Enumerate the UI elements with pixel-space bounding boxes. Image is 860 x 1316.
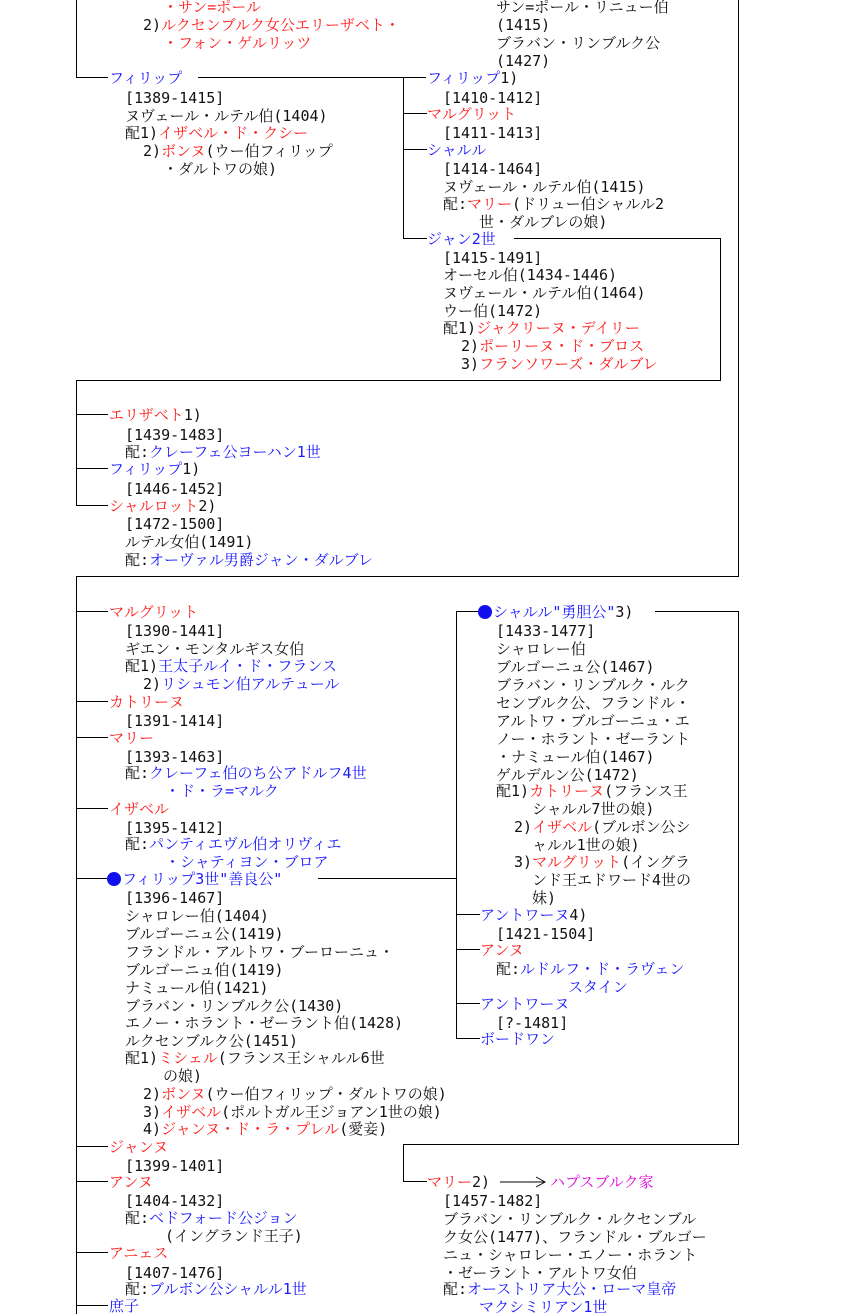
tree-line bbox=[403, 149, 427, 150]
person-title: ヌヴェール・ルテル伯(1415) bbox=[443, 178, 646, 196]
tree-line bbox=[456, 949, 480, 950]
spouse-name[interactable]: クレーフェ伯のち公アドルフ4世 bbox=[149, 764, 367, 782]
person-name[interactable]: マリー bbox=[109, 729, 155, 747]
spouse-name[interactable]: リシュモン伯アルテュール bbox=[161, 675, 340, 693]
tree-line bbox=[76, 1146, 108, 1147]
person-title: ウー伯(1472) bbox=[443, 302, 543, 320]
spouse-note: ンド王エドワード4世の bbox=[532, 871, 692, 889]
person-years: [1399-1401] bbox=[125, 1157, 225, 1175]
person-name[interactable]: アンヌ bbox=[109, 1173, 153, 1191]
spouse-name[interactable]: ベドフォード公ジョン bbox=[149, 1209, 298, 1227]
person-name[interactable]: マルグリット bbox=[427, 105, 517, 123]
spouse-name[interactable]: ミシェル bbox=[158, 1049, 218, 1067]
person-title: ブルゴーニュ伯(1419) bbox=[125, 961, 284, 979]
person-title: ・ゼーラント・アルトワ女伯 bbox=[443, 1264, 637, 1282]
spouse-name[interactable]: ブルボン公シャルル1世 bbox=[149, 1280, 307, 1298]
person-years: [1407-1476] bbox=[125, 1264, 225, 1282]
spouse-note: (イングランド王子) bbox=[165, 1227, 303, 1245]
spouse-name[interactable]: ジャンヌ・ド・ラ・プレル bbox=[161, 1120, 340, 1138]
tree-line bbox=[76, 878, 108, 879]
spouse-name[interactable]: オーストリア大公・ローマ皇帝 bbox=[467, 1280, 677, 1298]
tree-line bbox=[76, 380, 77, 506]
spouse-name[interactable]: カトリーヌ bbox=[529, 782, 605, 800]
tree-line bbox=[456, 611, 457, 1039]
spouse-line: 配:クレーフェ公ヨーハン1世 bbox=[125, 443, 321, 461]
spouse-line: 配:マリー(ドリュー伯シャルル2 bbox=[443, 195, 664, 213]
spouse-line: 2)リシュモン伯アルテュール bbox=[143, 675, 340, 693]
spouse-note: 妹) bbox=[532, 889, 557, 907]
person-title: ナミュール伯(1421) bbox=[125, 979, 269, 997]
person-name[interactable]: マルグリット bbox=[109, 603, 199, 621]
tree-line bbox=[76, 576, 739, 577]
child-entry: フィリップ1) bbox=[109, 460, 201, 478]
spouse-line: 3)マルグリット(イングラ bbox=[514, 853, 690, 871]
person-years: [1421-1504] bbox=[496, 925, 596, 943]
spouse-line: 配1)王太子ルイ・ド・フランス bbox=[125, 657, 337, 675]
person-title: エノー・ホラント・ゼーラント伯(1428) bbox=[125, 1014, 404, 1032]
person-name[interactable]: カトリーヌ bbox=[109, 693, 185, 711]
person-title: ブラバン・リンブルク・ルクセンブル bbox=[443, 1210, 697, 1228]
spouse-line: 2)ボンヌ(ウー伯フィリップ・ダルトワの娘) bbox=[143, 1085, 447, 1103]
top-right-line0: サン=ポール・リニュー伯 bbox=[496, 0, 669, 16]
bullet-icon bbox=[107, 872, 121, 886]
spouse-note: の娘) bbox=[163, 1067, 203, 1085]
child-entry: マリー2) bbox=[427, 1173, 491, 1191]
spouse-line: 配1)イザベル・ド・クシー bbox=[125, 124, 309, 142]
spouse-name[interactable]: イザベル bbox=[532, 818, 593, 836]
person-name[interactable]: イザベル bbox=[109, 800, 170, 818]
person-years: [1439-1483] bbox=[125, 426, 225, 444]
child-entry: アントワーヌ4) bbox=[480, 906, 588, 924]
tree-line bbox=[456, 914, 480, 915]
person-name[interactable]: 庶子 bbox=[109, 1297, 140, 1315]
person-title: アルトワ・ブルゴーニュ・エ bbox=[496, 712, 690, 730]
person-years: [1396-1467] bbox=[125, 889, 225, 907]
person-title: ブルゴーニュ公(1467) bbox=[496, 658, 655, 676]
spouse-name-cont: ・ド・ラ=マルク bbox=[165, 782, 279, 800]
spouse-name[interactable]: イザベル bbox=[161, 1103, 222, 1121]
spouse-note: ャルル1世の娘) bbox=[532, 836, 640, 854]
person-title: ヌヴェール・ルテル伯(1404) bbox=[125, 107, 328, 125]
top-right-line3: (1427) bbox=[496, 52, 551, 70]
person-name[interactable]: フィリップ bbox=[109, 460, 183, 478]
person-name[interactable]: ジャン2世 bbox=[427, 230, 496, 248]
spouse-name[interactable]: パンティエヴル伯オリヴィエ bbox=[149, 835, 342, 853]
person-years: [1411-1413] bbox=[443, 124, 543, 142]
person-years: [1410-1412] bbox=[443, 89, 543, 107]
spouse-line: 配:パンティエヴル伯オリヴィエ bbox=[125, 835, 342, 853]
child-entry: フィリップ1) bbox=[427, 69, 519, 87]
arrow-icon bbox=[500, 1176, 548, 1188]
person-title: ギエン・モンタルギス女伯 bbox=[125, 640, 305, 658]
tree-line bbox=[76, 380, 721, 381]
person-years: [1472-1500] bbox=[125, 515, 225, 533]
top-left-line2: ・フォン・ゲルリッツ bbox=[163, 34, 312, 52]
spouse-name[interactable]: クレーフェ公ヨーハン1世 bbox=[149, 443, 321, 461]
spouse-name[interactable]: ボンヌ bbox=[161, 1085, 206, 1103]
bullet-icon bbox=[478, 605, 492, 619]
tree-line bbox=[76, 701, 108, 702]
spouse-line: 配1)ジャクリーヌ・デイリー bbox=[443, 319, 640, 337]
person-years: [1395-1412] bbox=[125, 819, 225, 837]
person-name[interactable]: アントワーヌ bbox=[480, 995, 570, 1013]
spouse-name[interactable]: マリー bbox=[467, 195, 513, 213]
person-years: [1457-1482] bbox=[443, 1192, 543, 1210]
person-years: [1404-1432] bbox=[125, 1192, 225, 1210]
person-title: ク女公(1477)、フランドル・ブルゴー bbox=[443, 1228, 707, 1246]
tree-line bbox=[318, 878, 456, 879]
person-name[interactable]: シャルロット bbox=[109, 497, 199, 515]
person-title: オーセル伯(1434-1446) bbox=[443, 266, 618, 284]
spouse-line: 3)フランソワーズ・ダルブレ bbox=[461, 355, 658, 373]
spouse-name[interactable]: イザベル・ド・クシー bbox=[158, 124, 309, 142]
tree-line bbox=[76, 808, 108, 809]
spouse-name[interactable]: ジャクリーヌ・デイリー bbox=[476, 319, 640, 337]
person-title: ブラバン・リンブルク・ルク bbox=[496, 676, 690, 694]
tree-line bbox=[403, 113, 427, 114]
tree-line bbox=[76, 505, 108, 506]
spouse-line: 配:オーストリア大公・ローマ皇帝 bbox=[443, 1280, 677, 1298]
spouse-line: 配1)ミシェル(フランス王シャルル6世 bbox=[125, 1049, 385, 1067]
person-years: [1391-1414] bbox=[125, 712, 225, 730]
spouse-name[interactable]: マルグリット bbox=[532, 853, 622, 871]
spouse-name[interactable]: ボンヌ bbox=[161, 142, 206, 160]
person-name[interactable]: フィリップ bbox=[109, 69, 183, 87]
tree-line bbox=[403, 1144, 739, 1145]
person-title: ニュ・シャロレー・エノー・ホラント bbox=[443, 1246, 698, 1264]
person-title: ノー・ホラント・ゼーラント bbox=[496, 730, 690, 748]
person-name[interactable]: エリザベト bbox=[109, 406, 184, 424]
child-entry: シャルロット2) bbox=[109, 497, 217, 515]
person-title: センブルク公、フランドル・ bbox=[496, 694, 691, 712]
tree-line bbox=[76, 0, 77, 78]
person-years: [1414-1464] bbox=[443, 160, 543, 178]
person-title: フランドル・アルトワ・ブーローニュ・ bbox=[125, 943, 394, 961]
person-years: [1415-1491] bbox=[443, 249, 543, 267]
spouse-name-cont: マクシミリアン1世 bbox=[479, 1298, 608, 1316]
tree-line bbox=[514, 238, 720, 239]
spouse-line: 配:ルドルフ・ド・ラヴェン bbox=[496, 960, 685, 978]
tree-line bbox=[403, 1144, 404, 1182]
spouse-name[interactable]: ルドルフ・ド・ラヴェン bbox=[520, 960, 685, 978]
top-left-line0: ・サン=ポール bbox=[163, 0, 261, 16]
spouse-name[interactable]: ポーリーヌ・ド・ブロス bbox=[479, 337, 645, 355]
house-link[interactable]: ハプスブルク家 bbox=[550, 1173, 654, 1191]
spouse-prefix: 2) bbox=[143, 16, 162, 34]
person-title: ヌヴェール・ルテル伯(1464) bbox=[443, 284, 646, 302]
spouse-name-cont: スタイン bbox=[568, 978, 628, 996]
tree-line bbox=[76, 468, 108, 469]
tree-line bbox=[76, 1252, 108, 1253]
spouse-name[interactable]: フランソワーズ・ダルブレ bbox=[479, 355, 658, 373]
person-name[interactable]: フィリップ bbox=[427, 69, 501, 87]
spouse-note: ・ダルトワの娘) bbox=[163, 160, 278, 178]
person-title: シャロレー伯 bbox=[496, 640, 586, 658]
tree-line bbox=[738, 611, 739, 1145]
person-years: [1433-1477] bbox=[496, 622, 596, 640]
spouse-name: ルクセンブルク女公エリーザベト・ bbox=[161, 16, 400, 34]
tree-line bbox=[76, 1181, 108, 1182]
person-name[interactable]: アンヌ bbox=[480, 941, 524, 959]
person-years: [?-1481] bbox=[496, 1014, 569, 1032]
spouse-note: シャルル7世の娘) bbox=[532, 800, 655, 818]
person-name[interactable]: マリー bbox=[427, 1173, 473, 1191]
person-years: [1389-1415] bbox=[125, 89, 225, 107]
top-left-line1 bbox=[143, 16, 400, 34]
child-entry: エリザベト1) bbox=[109, 406, 202, 424]
person-title: ゲルデルン公(1472) bbox=[496, 766, 639, 784]
tree-line bbox=[456, 1038, 480, 1039]
spouse-line: 配1)カトリーヌ(フランス王 bbox=[496, 782, 688, 800]
tree-line bbox=[76, 1305, 108, 1306]
person-title: シャロレー伯(1404) bbox=[125, 907, 269, 925]
spouse-line: 配:クレーフェ伯のち公アドルフ4世 bbox=[125, 764, 367, 782]
tree-line bbox=[456, 611, 480, 612]
tree-line bbox=[720, 238, 721, 381]
person-years: [1393-1463] bbox=[125, 748, 225, 766]
tree-line bbox=[76, 576, 77, 1314]
spouse-name[interactable]: 王太子ルイ・ド・フランス bbox=[158, 657, 337, 675]
spouse-line: 配:ベドフォード公ジョン bbox=[125, 1209, 298, 1227]
person-title: ルクセンブルク公(1451) bbox=[125, 1032, 298, 1050]
spouse-line: 2)ボンヌ(ウー伯フィリップ bbox=[143, 142, 333, 160]
person-name[interactable]: ジャンヌ bbox=[109, 1138, 169, 1156]
tree-line bbox=[403, 77, 404, 239]
person-name[interactable]: ボードワン bbox=[480, 1030, 556, 1048]
spouse-line: 配:ブルボン公シャルル1世 bbox=[125, 1280, 307, 1298]
person-name[interactable]: シャルル bbox=[427, 141, 487, 159]
person-name[interactable]: アニェス bbox=[109, 1244, 169, 1262]
person-title: ルテル女伯(1491) bbox=[125, 533, 254, 551]
tree-line bbox=[76, 77, 108, 78]
spouse-name-cont: ・シャティヨン・ブロア bbox=[165, 853, 329, 871]
person-name[interactable]: アントワーヌ bbox=[480, 906, 570, 924]
tree-line bbox=[655, 611, 739, 612]
spouse-line: 3)イザベル(ポルトガル王ジョアン1世の娘) bbox=[143, 1103, 442, 1121]
top-right-line1: (1415) bbox=[496, 16, 551, 34]
person-title: ブラバン・リンブルク公(1430) bbox=[125, 997, 344, 1015]
tree-line bbox=[456, 1003, 480, 1004]
person-name-charles[interactable]: シャルル"勇胆公"3) bbox=[478, 603, 633, 621]
tree-line bbox=[403, 238, 427, 239]
spouse-name[interactable]: オーヴァル男爵ジャン・ダルブレ bbox=[149, 551, 373, 569]
spouse-note: 世・ダルブレの娘) bbox=[479, 213, 608, 231]
tree-line bbox=[76, 611, 108, 612]
person-title: ・ナミュール伯(1467) bbox=[496, 748, 655, 766]
person-title: ブルゴーニュ公(1419) bbox=[125, 925, 284, 943]
person-years: [1390-1441] bbox=[125, 622, 225, 640]
tree-line bbox=[76, 414, 108, 415]
top-right-line2: ブラバン・リンブルク公 bbox=[496, 34, 661, 52]
tree-line bbox=[403, 1181, 427, 1182]
person-years: [1446-1452] bbox=[125, 480, 225, 498]
tree-line bbox=[738, 0, 739, 577]
tree-line bbox=[198, 77, 426, 78]
spouse-line: 2)イザベル(ブルボン公シ bbox=[514, 818, 691, 836]
spouse-line: 4)ジャンヌ・ド・ラ・プレル(愛妾) bbox=[143, 1120, 388, 1138]
person-name-ph3[interactable]: フィリップ3世"善良公" bbox=[107, 870, 282, 888]
tree-line bbox=[76, 737, 108, 738]
spouse-line: 配:オーヴァル男爵ジャン・ダルブレ bbox=[125, 551, 373, 569]
spouse-line: 2)ポーリーヌ・ド・ブロス bbox=[461, 337, 645, 355]
